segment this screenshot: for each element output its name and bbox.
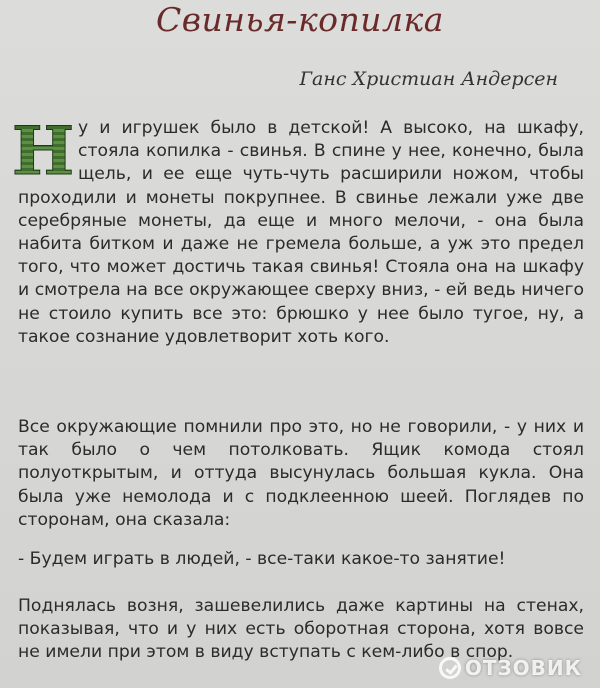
paragraph-1 — [11, 112, 584, 349]
author-name: Ганс Христиан Андерсен — [299, 68, 558, 90]
watermark-text: ОТЗОВИК — [464, 656, 582, 680]
watermark — [439, 656, 582, 680]
dropcap-glyph: Н — [11, 112, 75, 190]
paragraph-2: Все окружающие помнили про это, но не говорили, - у них и так было о чем потолковать. Ящик комода стоял полуоткрытым, и оттуда высунулась большая кукла. Она была уже немолода и с подклеенною шеей. Поглядев по сторонам, она сказала: — [18, 417, 584, 530]
paragraph-4: Поднялась возня, зашевелились даже картины на стенах, показывая, что и у них есть оборотная сторона, хотя вовсе не имели при этом в виду вступать с кем-либо в спор. — [18, 596, 584, 663]
paragraph-3: - Будем играть в людей, - все-таки какое-то занятие! — [18, 549, 506, 569]
dropcap-letter — [11, 112, 75, 190]
page-title: Свинья-копилка — [156, 0, 444, 39]
checkmark-circle-icon — [439, 657, 461, 679]
paragraph-1-text: у и игрушек было в детской! А высоко, на шкафу, стояла копилка - свинья. В спине у нее, конечно, была щель, и ее еще чуть-чуть расширили ножом, чтобы проходили и монеты покрупнее. В свинье лежали уже две серебряные монеты, да еще и много мелочи, - она была набита битком и даже не гремела больше, а уж это предел того, что может достичь такая свинья! Стояла она на шкафу и смотрела на все окружающее сверху вниз, - ей ведь ничего не стоило купить все это: брюшко у нее было тугое, ну, а такое сознание удовлетворит хоть кого. — [18, 118, 584, 347]
